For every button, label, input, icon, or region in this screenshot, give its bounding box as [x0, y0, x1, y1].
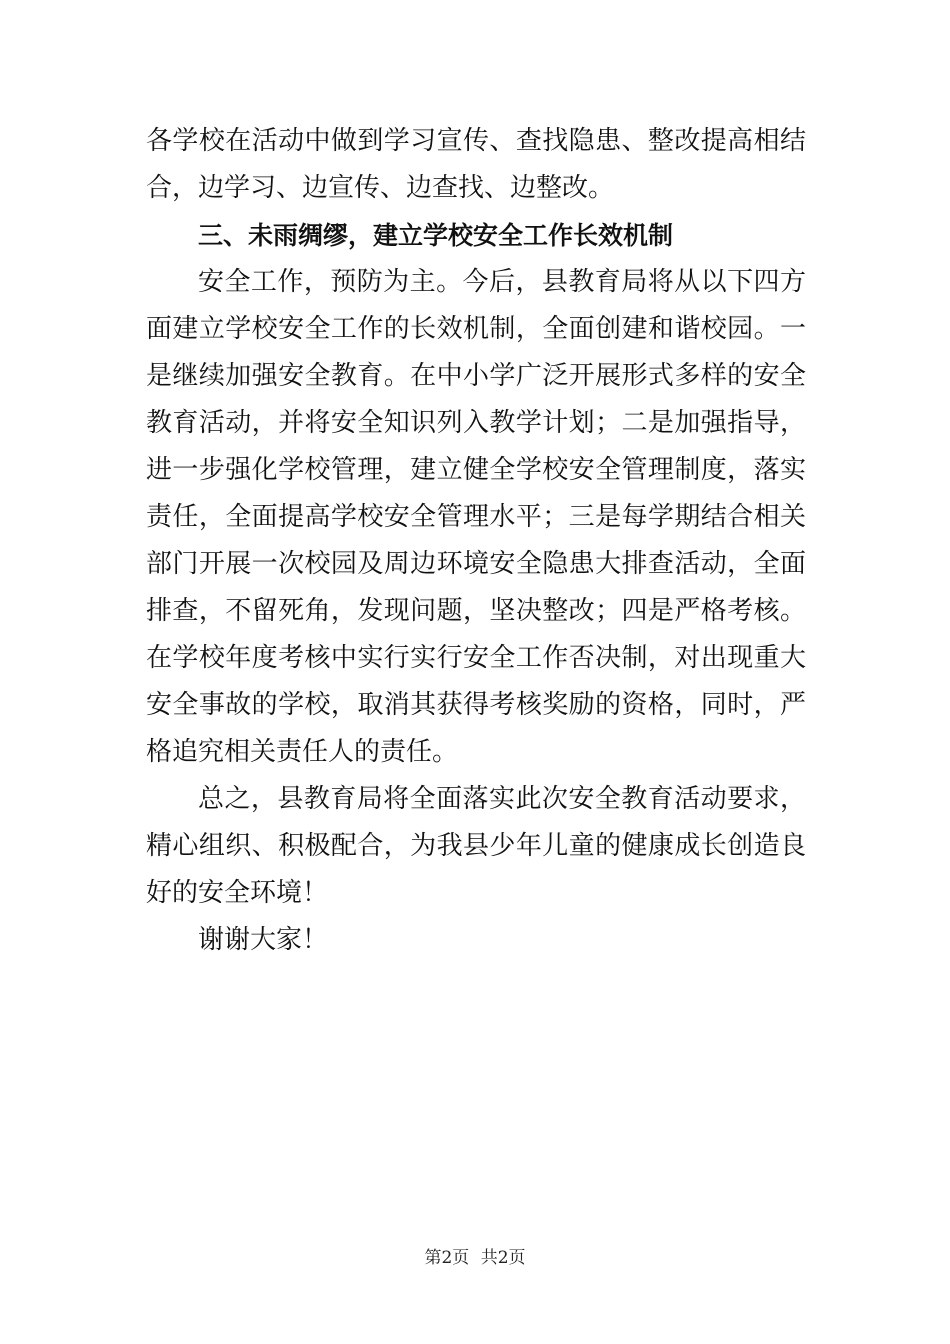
- section-heading: 三、未雨绸缪，建立学校安全工作长效机制: [198, 221, 674, 250]
- text-line: 部门开展一次校园及周边环境安全隐患大排查活动，全面: [146, 549, 806, 579]
- text-line: 在学校年度考核中实行实行安全工作否决制，对出现重大: [146, 643, 806, 673]
- text-line: 好的安全环境！: [146, 878, 329, 908]
- document-body: [146, 118, 806, 964]
- page-number-current: 第2页: [424, 1248, 470, 1268]
- text-line: 格追究相关责任人的责任。: [146, 737, 459, 767]
- text-line: 安全事故的学校，取消其获得考核奖励的资格，同时，严: [146, 690, 806, 720]
- paragraph-1: [146, 118, 806, 212]
- text-line: 总之，县教育局将全面落实此次安全教育活动要求，: [198, 784, 806, 814]
- text-line: 教育活动，并将安全知识列入教学计划；二是加强指导，: [146, 408, 806, 438]
- text-line: 是继续加强安全教育。在中小学广泛开展形式多样的安全: [146, 361, 806, 391]
- text-line: 安全工作，预防为主。今后，县教育局将从以下四方: [198, 267, 806, 297]
- text-line: 进一步强化学校管理，建立健全学校安全管理制度，落实: [146, 455, 806, 485]
- text-line: 精心组织、积极配合，为我县少年儿童的健康成长创造良: [146, 831, 806, 861]
- text-line: 责任，全面提高学校安全管理水平；三是每学期结合相关: [146, 502, 806, 532]
- paragraph-3: [146, 776, 806, 917]
- paragraph-2: [146, 259, 806, 776]
- page-number-total: 共2页: [480, 1248, 526, 1268]
- closing-line: 谢谢大家！: [198, 925, 329, 955]
- text-line: 面建立学校安全工作的长效机制，全面创建和谐校园。一: [146, 314, 806, 344]
- page-footer: [0, 1243, 950, 1268]
- text-line: 合，边学习、边宣传、边查找、边整改。: [146, 173, 615, 203]
- text-line: 各学校在活动中做到学习宣传、查找隐患、整改提高相结: [146, 126, 806, 156]
- text-line: 排查，不留死角，发现问题，坚决整改；四是严格考核。: [146, 596, 806, 626]
